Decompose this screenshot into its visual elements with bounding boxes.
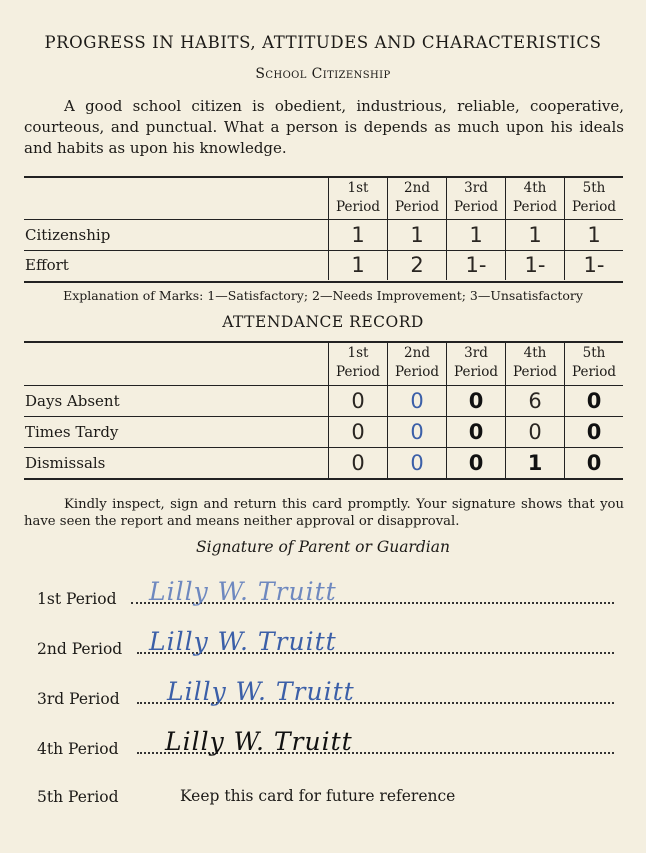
table-row: [24, 385, 623, 416]
table-bottom-rule: [24, 281, 623, 283]
grade-mark: 1: [329, 219, 388, 250]
row-label: Times Tardy: [24, 416, 329, 447]
attendance-title: ATTENDANCE RECORD: [222, 313, 424, 331]
row-label: Dismissals: [24, 447, 329, 478]
parent-signature: Lilly W. Truitt: [149, 627, 337, 656]
period-header: 1st Period: [329, 342, 388, 385]
attendance-value: 0: [565, 416, 624, 447]
period-header: 2nd Period: [388, 342, 447, 385]
signature-period-label: 4th Period: [37, 740, 119, 758]
attendance-value: 0: [388, 447, 447, 478]
period-header: 3rd Period: [447, 342, 506, 385]
attendance-table: [24, 342, 623, 478]
signature-line: [37, 577, 614, 610]
table-row: [24, 447, 623, 478]
row-label: Days Absent: [24, 385, 329, 416]
parent-signature: Lilly W. Truitt: [149, 577, 337, 606]
attendance-value: 0: [565, 385, 624, 416]
signature-period-label: 2nd Period: [37, 640, 123, 658]
signature-line: [37, 677, 614, 710]
signature-heading: Signature of Parent or Guardian: [196, 538, 450, 556]
grade-mark: 2: [388, 250, 447, 280]
attendance-value: 0: [388, 416, 447, 447]
table-row: [24, 219, 623, 250]
grade-mark: 1: [329, 250, 388, 280]
section-subtitle: School Citizenship: [255, 66, 391, 82]
attendance-value: 0: [565, 447, 624, 478]
table-row: [24, 250, 623, 280]
table-row: [24, 416, 623, 447]
grade-mark: 1-: [565, 250, 624, 280]
period-header: 1st Period: [329, 177, 388, 219]
attendance-value: 0: [329, 416, 388, 447]
period-header: 4th Period: [506, 177, 565, 219]
citizenship-table: [24, 177, 623, 280]
grade-mark: 1: [565, 219, 624, 250]
attendance-value: 0: [329, 447, 388, 478]
grade-mark: 1: [388, 219, 447, 250]
signature-period-label: 3rd Period: [37, 690, 120, 708]
parent-signature: Lilly W. Truitt: [165, 727, 353, 756]
attendance-value: 0: [388, 385, 447, 416]
intro-paragraph: A good school citizen is obedient, industrious, reliable, cooperative, courteous, and punctual. What a person is depends as much upon his ideals and habits as upon his knowledge.: [24, 97, 624, 157]
period-header: 2nd Period: [388, 177, 447, 219]
period-header: 5th Period: [565, 342, 624, 385]
attendance-value: 0: [506, 416, 565, 447]
parent-signature: Lilly W. Truitt: [167, 677, 355, 706]
attendance-value: 0: [447, 385, 506, 416]
row-label: Effort: [24, 250, 329, 280]
keep-card-note: Keep this card for future reference: [180, 787, 456, 805]
signature-line: [37, 727, 614, 760]
attendance-value: 0: [329, 385, 388, 416]
grade-mark: 1-: [447, 250, 506, 280]
period-header: 3rd Period: [447, 177, 506, 219]
signature-line: [37, 627, 614, 660]
attendance-value: 6: [506, 385, 565, 416]
instructions-paragraph: Kindly inspect, sign and return this card promptly. Your signature shows that you have seen the report and means neither approval or disapproval.: [24, 497, 624, 529]
period-header: 5th Period: [565, 177, 624, 219]
signature-period-label: 5th Period: [37, 788, 119, 806]
marks-explanation: Explanation of Marks: 1—Satisfactory; 2—Needs Improvement; 3—Unsatisfactory: [63, 288, 583, 303]
attendance-value: 0: [447, 416, 506, 447]
period-header: 4th Period: [506, 342, 565, 385]
signature-period-label: 1st Period: [37, 590, 117, 608]
grade-mark: 1: [506, 219, 565, 250]
page-title: PROGRESS IN HABITS, ATTITUDES AND CHARACTERISTICS: [44, 33, 602, 52]
grade-mark: 1-: [506, 250, 565, 280]
attendance-bottom-rule: [24, 478, 623, 480]
grade-mark: 1: [447, 219, 506, 250]
attendance-value: 0: [447, 447, 506, 478]
row-label: Citizenship: [24, 219, 329, 250]
attendance-value: 1: [506, 447, 565, 478]
